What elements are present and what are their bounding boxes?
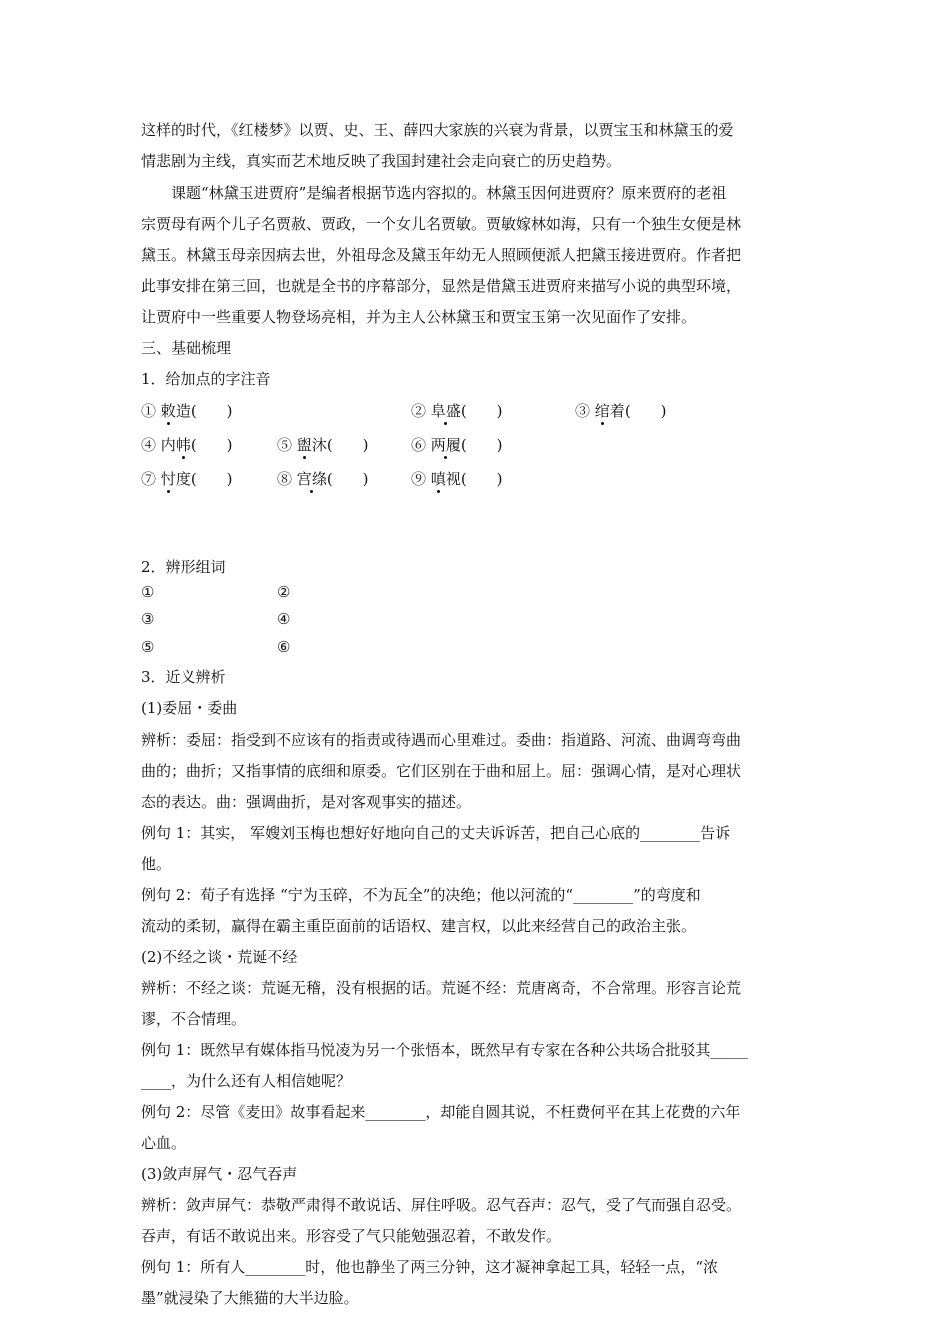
pinyin-item-2 (411, 400, 503, 421)
example-line: ____，为什么还有人相信她呢？ (141, 1072, 352, 1090)
example-line: 例句 1：其实， 军嫂刘玉梅也想好好地向自己的丈夫诉诉苦，把自己心底的________告诉 (141, 824, 731, 842)
word-slot-3: ③ (141, 610, 155, 628)
item-number: ⑨ (411, 470, 427, 488)
item-number: ④ (141, 436, 157, 454)
subsection-heading: (1)委屈・委曲 (141, 699, 238, 717)
item-answer-slot: 盛( ) (445, 402, 503, 420)
pinyin-item-1 (141, 400, 233, 421)
item-char: 宫 (296, 470, 312, 488)
intro-line: 这样的时代，《红楼梦》以贾、史、王、薛四大家族的兴衰为背景，以贾宝玉和林黛玉的爱 (141, 121, 734, 139)
intro-line: 情悲剧为主线，真实而艺术地反映了我国封建社会走向衰亡的历史趋势。 (141, 152, 622, 170)
question-1-title: 1．给加点的字注音 (141, 370, 271, 388)
word-slot-5: ⑤ (141, 638, 155, 656)
intro-line: 此事安排在第三回，也就是全书的序幕部分，显然是借黛玉进贾府来描写小说的典型环境， (141, 277, 742, 295)
dotted-char: 帏 (175, 436, 191, 454)
intro-line: 黛玉。林黛玉母亲因病去世，外祖母念及黛玉年幼无人照顾便派人把黛玉接进贾府。作者把 (141, 246, 742, 264)
analysis-line: 辨析：不经之谈：荒诞无稽，没有根据的话。荒诞不经：荒唐离奇，不合常理。形容言论荒 (141, 979, 742, 997)
item-number: ③ (575, 402, 591, 420)
analysis-line: 辨析：敛声屏气：恭敬严肃得不敢说话、屏住呼吸。忍气吞声：忍气，受了气而强自忍受。 (141, 1196, 742, 1214)
subsection-heading: (2)不经之谈・荒诞不经 (141, 948, 298, 966)
question-2-title: 2．辨形组词 (141, 558, 226, 576)
intro-line: 宗贾母有两个儿子名贾赦、贾政，一个女儿名贾敏。贾敏嫁林如海，只有一个独生女便是林 (141, 215, 742, 233)
word-slot-2: ② (277, 583, 291, 601)
example-line: 心血。 (141, 1134, 187, 1152)
example-line: 例句 1：所有人________时，他也静坐了两三分钟，这才凝神拿起工具，轻轻一点，“浓 (141, 1258, 718, 1276)
pinyin-item-4 (141, 434, 233, 455)
pinyin-item-8 (277, 468, 369, 489)
dotted-char: 嗔 (430, 470, 446, 488)
analysis-line: 态的表达。曲：强调曲折，是对客观事实的描述。 (141, 793, 472, 811)
section-title: 三、基础梳理 (141, 339, 232, 357)
example-line: 流动的柔韧，赢得在霸主重臣面前的话语权、建言权，以此来经营自己的政治主张。 (141, 917, 697, 935)
example-line: 例句 2：尽管《麦田》故事看起来________，却能自圆其说，不枉费何平在其上花费的六年 (141, 1103, 741, 1121)
item-answer-slot: 履( ) (445, 436, 503, 454)
item-answer-slot: 造( ) (175, 402, 233, 420)
item-answer-slot: 沐( ) (311, 436, 369, 454)
item-char: 内 (160, 436, 176, 454)
pinyin-item-5 (277, 434, 369, 455)
item-answer-slot: 度( ) (175, 470, 233, 488)
item-char: 两 (430, 436, 446, 454)
question-3-title: 3．近义辨析 (141, 668, 226, 686)
dotted-char: 忖 (160, 470, 176, 488)
item-number: ② (411, 402, 427, 420)
word-slot-4: ④ (277, 610, 291, 628)
item-answer-slot: 视( ) (445, 470, 503, 488)
item-number: ⑦ (141, 470, 157, 488)
subsection-heading: (3)敛声屏气・忍气吞声 (141, 1165, 298, 1183)
pinyin-item-3 (575, 400, 667, 421)
analysis-line: 曲的；曲折；又指事情的底细和原委。它们区别在于曲和屈上。屈：强调心情，是对心理状 (141, 762, 742, 780)
item-number: ⑤ (277, 436, 293, 454)
item-answer-slot: ( ) (190, 436, 233, 454)
intro-line: 让贾府中一些重要人物登场亮相，并为主人公林黛玉和贾宝玉第一次见面作了安排。 (141, 308, 697, 326)
analysis-line: 辨析：委屈：指受到不应该有的指责或待遇而心里难过。委曲：指道路、河流、曲调弯弯曲 (141, 731, 742, 749)
word-slot-1: ① (141, 583, 155, 601)
analysis-line: 谬，不合情理。 (141, 1010, 247, 1028)
example-line: 墨”就浸染了大熊猫的大半边脸。 (141, 1289, 359, 1307)
item-answer-slot: 绦( ) (311, 470, 369, 488)
dotted-char: 盥 (296, 436, 312, 454)
pinyin-item-9 (411, 468, 503, 489)
item-number: ⑧ (277, 470, 293, 488)
dotted-char: 敕 (160, 402, 176, 420)
item-number: ① (141, 402, 157, 420)
word-slot-6: ⑥ (277, 638, 291, 656)
pinyin-item-7 (141, 468, 233, 489)
intro-line: 课题“林黛玉进贾府”是编者根据节选内容拟的。林黛玉因何进贾府？原来贾府的老祖 (171, 184, 727, 202)
example-line: 例句 2：荀子有选择 “宁为玉碎，不为瓦全”的决绝；他以河流的“________”的弯度和 (141, 886, 701, 904)
item-number: ⑥ (411, 436, 427, 454)
item-answer-slot: 着( ) (609, 402, 667, 420)
analysis-line: 吞声，有话不敢说出来。形容受了气只能勉强忍着，不敢发作。 (141, 1227, 562, 1245)
dotted-char: 绾 (594, 402, 610, 420)
example-line: 例句 1：既然早有媒体指马悦凌为另一个张悟本，既然早有专家在各种公共场合批驳其_____ (141, 1041, 748, 1059)
pinyin-item-6 (411, 434, 503, 455)
example-line: 他。 (141, 855, 172, 873)
item-char: 阜 (430, 402, 446, 420)
